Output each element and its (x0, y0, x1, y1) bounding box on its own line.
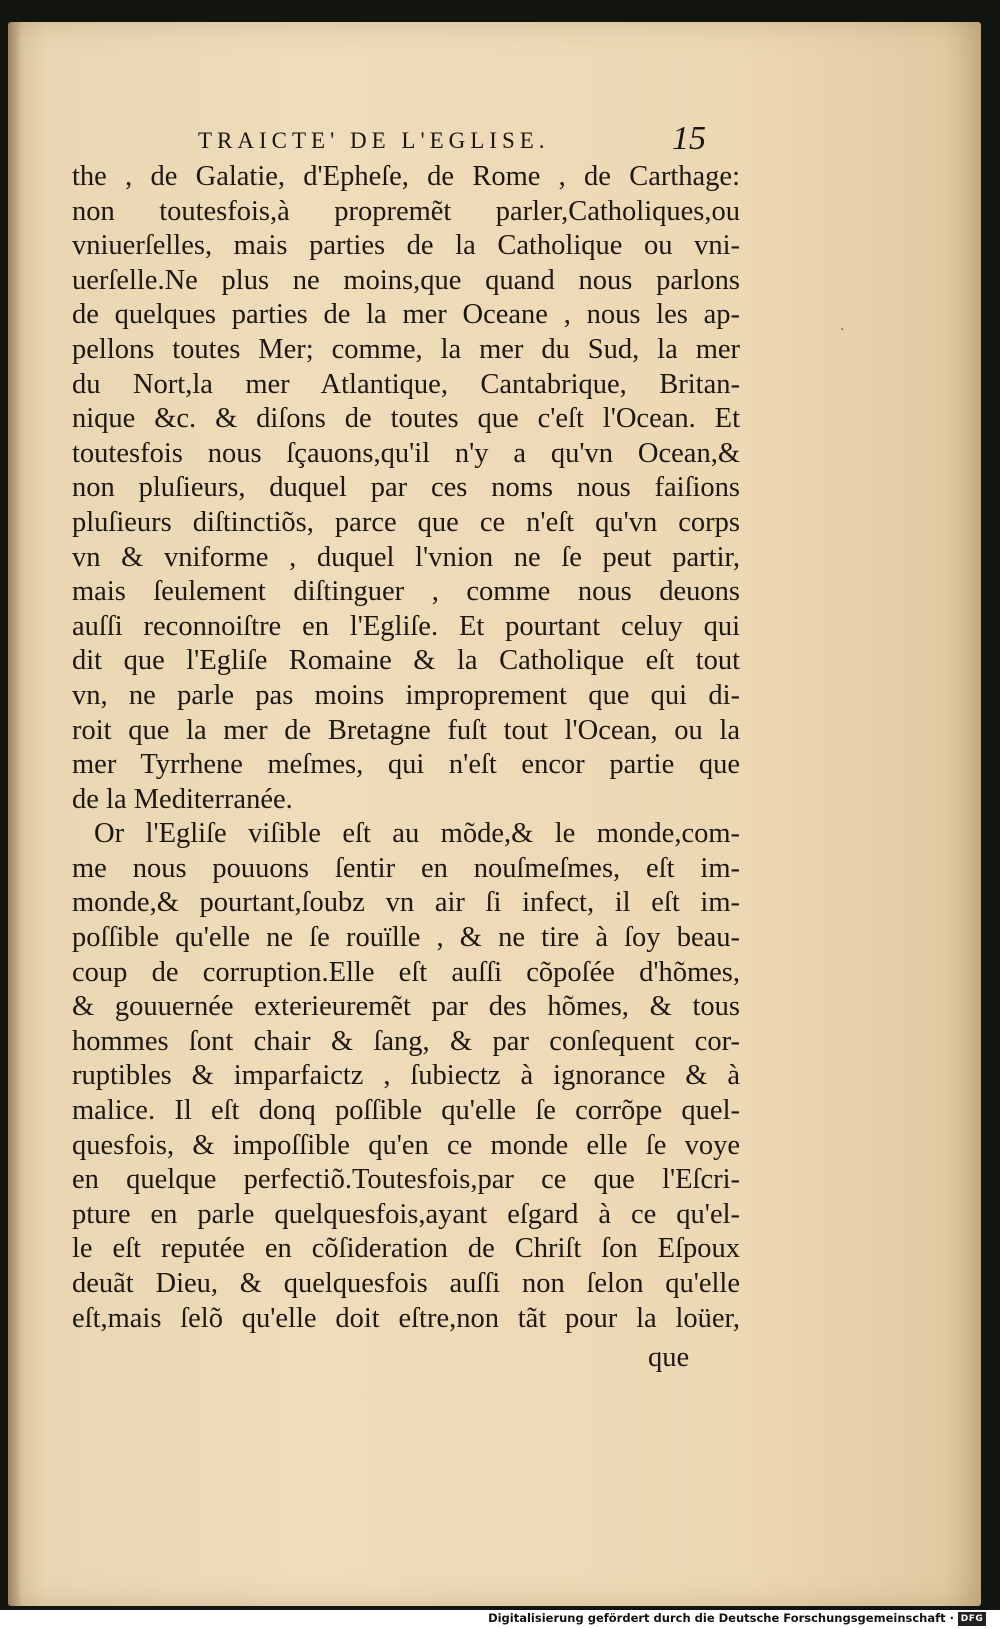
text-line: quesfois, & impoſſible qu'en ce monde elle ſe voye (72, 1129, 740, 1161)
text-line: monde,& pourtant,ſoubz vn air ſi infect, il eſt im- (72, 887, 740, 919)
body-text (72, 160, 740, 1336)
text-line: du Nort,la mer Atlantique, Cantabrique, Britan- (72, 368, 740, 400)
text-line: pture en parle quelquesfois,ayant eſgard à ce qu'el- (72, 1198, 740, 1230)
text-line: ruptibles & imparfaictz , ſubiectz à ignorance & à (72, 1060, 740, 1092)
text-line: toutesfois nous ſçauons,qu'il n'y a qu'vn Ocean,& (72, 437, 740, 469)
text-line: vn, ne parle pas moins improprement que qui di- (72, 679, 740, 711)
margin-mark: · (840, 322, 845, 338)
running-head (8, 118, 981, 158)
text-line: pellons toutes Mer; comme, la mer du Sud, la mer (72, 333, 740, 365)
text-line: vn & vniforme , duquel l'vnion ne ſe peut partir, (72, 541, 740, 573)
text-line: Or l'Egliſe viſible eſt au mõde,& le monde,com- (94, 818, 740, 850)
text-line: mer Tyrrhene meſmes, qui n'eſt encor partie que (72, 749, 740, 781)
text-line: vniuerſelles, mais parties de la Catholique ou vni- (72, 230, 740, 262)
text-line: auſſi reconnoiſtre en l'Egliſe. Et pourtant celuy qui (72, 610, 740, 642)
text-line: le eſt reputée en cõſideration de Chriſt ſon Eſpoux (72, 1233, 740, 1265)
text-line: hommes ſont chair & ſang, & par conſequent cor- (72, 1025, 740, 1057)
book-page (8, 22, 981, 1606)
text-line: coup de corruption.Elle eſt auſſi cõpoſée d'hõmes, (72, 956, 740, 988)
text-line: non pluſieurs, duquel par ces noms nous faiſions (72, 472, 740, 504)
text-line: the , de Galatie, d'Epheſe, de Rome , de Carthage: (72, 161, 740, 192)
running-head-title: TRAICTE' DE L'EGLISE. (198, 128, 550, 153)
text-line: nique &c. & diſons de toutes que c'eſt l'Ocean. Et (72, 403, 740, 435)
text-line: mais ſeulement diſtinguer , comme nous deuons (72, 576, 740, 608)
dfg-logo: DFG (958, 1612, 986, 1626)
text-line: pluſieurs diſtinctiõs, parce que ce n'eſt qu'vn corps (72, 506, 740, 538)
text-line: non toutesfois,à propremẽt parler,Catholiques,ou (72, 195, 740, 227)
text-line: deuãt Dieu, & quelquesfois auſſi non ſelon qu'elle (72, 1268, 740, 1299)
text-line: en quelque perfectiõ.Toutesfois,par ce que l'Eſcri- (72, 1164, 740, 1196)
text-line: de la Mediterranée. (72, 783, 293, 815)
catchword: que (648, 1342, 690, 1373)
text-line: uerſelle.Ne plus ne moins,que quand nous parlons (72, 264, 740, 296)
text-line: malice. Il eſt donq poſſible qu'elle ſe corrõpe quel- (72, 1095, 740, 1127)
page-number: 15 (672, 120, 706, 157)
text-line: poſſible qu'elle ne ſe rouïlle , & ne tire à ſoy beau- (72, 922, 740, 954)
text-line: dit que l'Egliſe Romaine & la Catholique eſt tout (72, 645, 740, 677)
text-line: de quelques parties de la mer Oceane , nous les ap- (72, 299, 740, 331)
text-line: eſt,mais ſelõ qu'elle doit eſtre,non tãt pour la loüer, (72, 1302, 740, 1334)
spine-shadow (8, 22, 22, 1606)
text-line: me nous pouuons ſentir en nouſmeſmes, eſt im- (72, 852, 740, 884)
text-line: & gouuernée exterieuremẽt par des hõmes, & tous (72, 991, 740, 1023)
text-line: roit que la mer de Bretagne fuſt tout l'Ocean, ou la (72, 714, 740, 746)
digitization-credit: Digitalisierung gefördert durch die Deutsche Forschungsgemeinschaft · (488, 1611, 954, 1625)
